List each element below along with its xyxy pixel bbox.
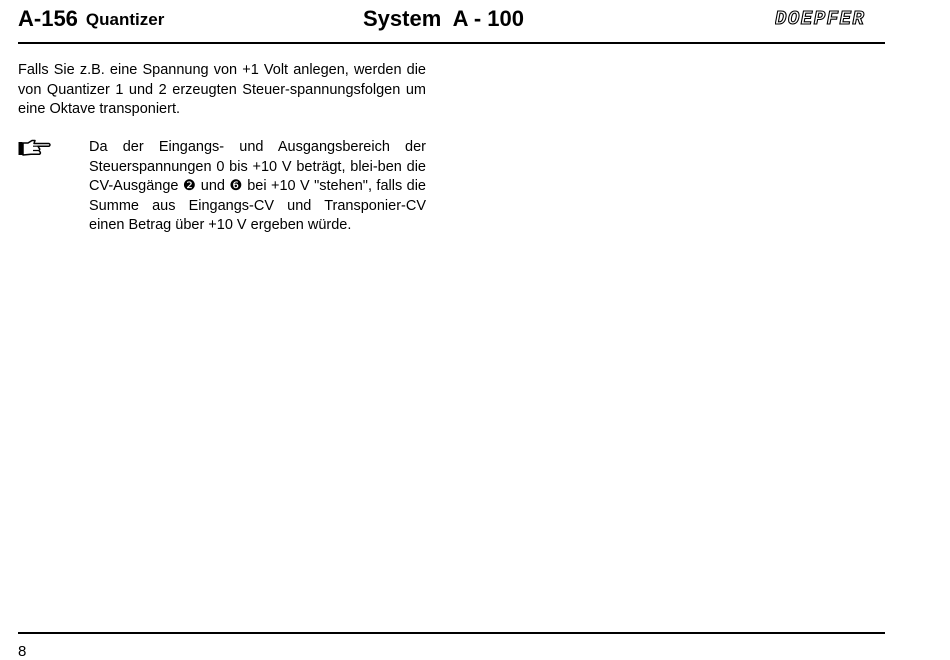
system-title: System A - 100	[363, 6, 525, 31]
body-paragraph: Falls Sie z.B. eine Spannung von +1 Volt anlegen, werden die von Quantizer 1 und 2 erzeugten Steuer-spannungsfolgen um eine Oktave transponiert.	[18, 62, 426, 117]
pointing-hand-icon	[18, 139, 52, 159]
brand-logo-mark	[775, 7, 879, 27]
model-code: A-156	[18, 6, 78, 31]
brand-logo-text: DOEPFER	[775, 8, 866, 27]
page-header	[18, 4, 885, 40]
note-text: Da der Eingangs- und Ausgangsbereich der Steuerspannungen 0 bis +10 V beträgt, blei-ben die CV-Ausgänge ❷ und ❻ bei +10 V "stehen", falls die Summe aus Eingangs-CV und Transponier-CV einen Betrag über +10 V ergeben würde.	[89, 139, 426, 233]
model-title	[18, 6, 164, 32]
header-divider	[18, 42, 885, 44]
footer-divider	[18, 632, 885, 634]
model-name: Quantizer	[85, 10, 165, 29]
brand-logo	[775, 7, 879, 32]
page-number: 8	[18, 643, 27, 660]
